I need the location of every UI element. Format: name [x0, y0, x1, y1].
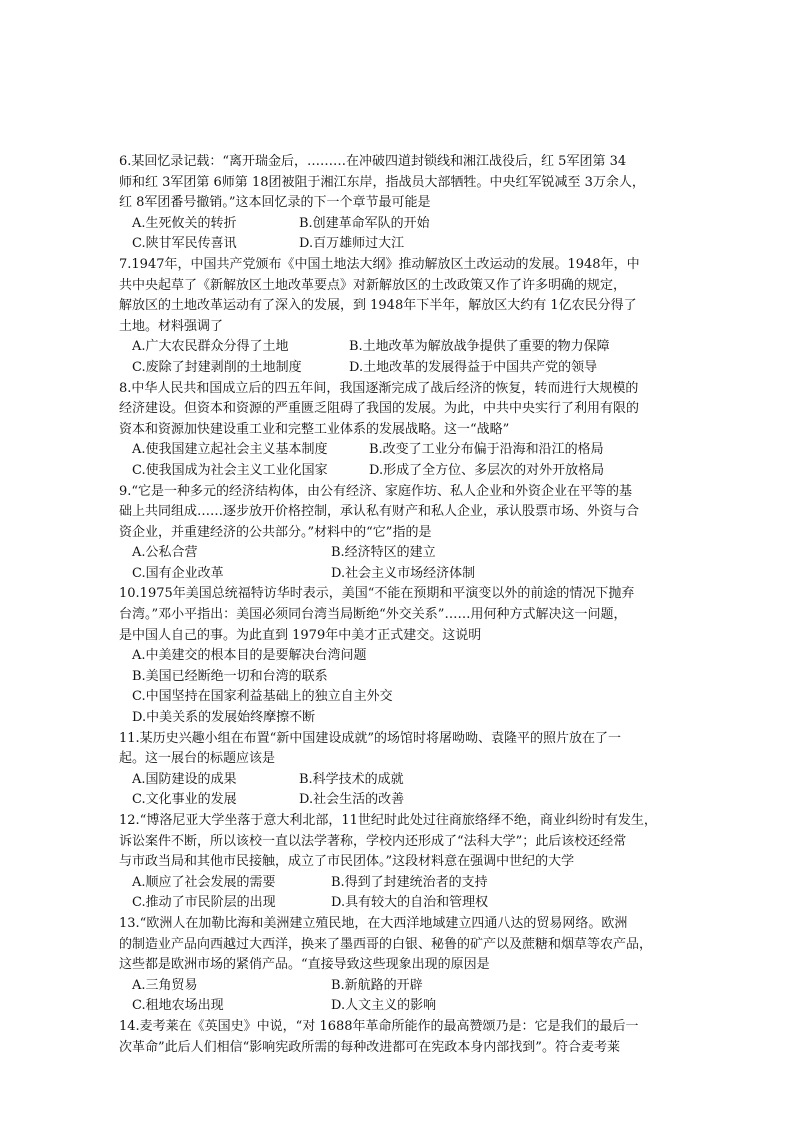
option-c: C.推动了市民阶层的出现	[132, 895, 276, 911]
option-a: A.公私合营	[132, 545, 198, 561]
option-d: D.社会生活的改善	[299, 792, 405, 808]
option-row	[119, 996, 679, 1017]
option-row	[119, 543, 679, 564]
option-c: C.文化事业的发展	[132, 792, 237, 808]
question-text-line: 土地。材料强调了	[119, 318, 224, 334]
question-text-line: 8.中华人民共和国成立后的四五年间，我国逐渐完成了战后经济的恢复，转而进行大规模的	[119, 380, 639, 396]
option-d: D.具有较大的自治和管理权	[331, 895, 489, 911]
question-10	[119, 584, 679, 728]
question-text-line: 次革命”此后人们相信“影响宪政所需的每种改进都可在宪政本身内部找到”。符合麦考莱	[119, 1039, 620, 1055]
option-row	[119, 687, 679, 708]
option-b: B.得到了封建统治者的支持	[331, 874, 488, 890]
question-text-line: 与市政当局和其他市民接触，成立了市民团体。”这段材料意在强调中世纪的大学	[119, 854, 575, 870]
option-row	[119, 337, 679, 358]
question-list	[119, 152, 679, 1058]
option-d: D.人文主义的影响	[331, 998, 437, 1014]
option-row	[119, 646, 679, 667]
option-a: A.广大农民群众分得了土地	[132, 339, 289, 355]
question-text-line: 础上共同组成……逐步放开价格控制，承认私有财产和私人企业，承认股票市场、外资与合	[119, 504, 640, 520]
option-c: C.陕甘军民传喜讯	[132, 236, 237, 252]
option-c: C.废除了封建剥削的土地制度	[132, 359, 302, 375]
option-row	[119, 873, 679, 894]
option-row	[119, 770, 679, 791]
question-text-line: 起。这一展台的标题应该是	[119, 751, 276, 767]
question-text-line: 是中国人自己的事。为此直到 1979年中美才正式建交。这说明	[119, 627, 482, 643]
option-d: D.中美关系的发展始终摩擦不断	[132, 710, 316, 726]
option-row	[119, 214, 679, 235]
option-c: C.中国坚持在国家利益基础上的独立自主外交	[132, 689, 393, 705]
option-row	[119, 440, 679, 461]
option-b: B.新航路的开辟	[331, 977, 423, 993]
option-a: A.中美建交的根本目的是要解决台湾问题	[132, 648, 367, 664]
option-b: B.经济特区的建立	[331, 545, 436, 561]
question-text-line: 经济建设。但资本和资源的严重匮乏阻碍了我国的发展。为此，中共中央实行了利用有限的	[119, 401, 640, 417]
question-text-line: 7.1947年，中国共产党颁布《中国土地法大纲》推动解放区土改运动的发展。1948年，中	[119, 256, 640, 272]
question-9	[119, 482, 679, 585]
option-a: A.生死攸关的转折	[132, 215, 237, 231]
question-11	[119, 729, 679, 811]
question-14	[119, 1017, 679, 1058]
question-text-line: 10.1975年美国总统福特访华时表示，美国“不能在预期和平演变以外的前途的情况下抛弃	[119, 586, 635, 602]
question-12	[119, 811, 679, 914]
option-b: B.土地改革为解放战争提供了重要的物力保障	[349, 339, 610, 355]
question-text-line: 诉讼案件不断，所以该校一直以法学著称，学校内还形成了“法科大学”；此后该校还经常	[119, 833, 627, 849]
option-row	[119, 708, 679, 729]
option-d: D.百万雄师过大江	[299, 236, 405, 252]
option-c: C.租地农场出现	[132, 998, 224, 1014]
option-b: B.美国已经断绝一切和台湾的联系	[132, 668, 328, 684]
option-row	[119, 893, 679, 914]
option-row	[119, 461, 679, 482]
option-row	[119, 790, 679, 811]
option-c: C.国有企业改革	[132, 565, 224, 581]
option-a: A.使我国建立起社会主义基本制度	[132, 442, 328, 458]
question-text-line: 9.“它是一种多元的经济结构体，由公有经济、家庭作坊、私人企业和外资企业在平等的基	[119, 483, 633, 499]
option-b: B.科学技术的成就	[299, 771, 404, 787]
question-text-line: 11.某历史兴趣小组在布置“新中国建设成就”的场馆时将屠呦呦、袁隆平的照片放在了一	[119, 730, 621, 746]
question-text-line: 13.“欧洲人在加勒比海和美洲建立殖民地，在大西洋地域建立四通八达的贸易网络。欧洲	[119, 915, 628, 931]
question-text-line: 红 8军团番号撤销。”这本回忆录的下一个章节最可能是	[119, 195, 431, 211]
option-row	[119, 234, 679, 255]
question-text-line: 12.“博洛尼亚大学坐落于意大利北部，11世纪时此处过往商旅络绎不绝，商业纠纷时有发生，	[119, 813, 657, 828]
question-text-line: 资企业，并重建经济的公共部分。”材料中的“它”指的是	[119, 524, 432, 540]
option-b: B.改变了工业分布偏于沿海和沿江的格局	[369, 442, 604, 458]
question-7	[119, 255, 679, 379]
question-text-line: 台湾。”邓小平指出：美国必须同台湾当局断绝“外交关系”……用何种方式解决这一问题，	[119, 607, 627, 623]
question-text-line: 这些都是欧洲市场的紧俏产品。“直接导致这些现象出现的原因是	[119, 957, 490, 973]
option-row	[119, 976, 679, 997]
option-row	[119, 667, 679, 688]
question-6	[119, 152, 679, 255]
question-text-line: 共中央起草了《新解放区土地改革要点》对新解放区的土改政策又作了许多明确的规定，	[119, 277, 627, 293]
option-a: A.国防建设的成果	[132, 771, 237, 787]
question-text-line: 14.麦考莱在《英国史》中说，“对 1688年革命所能作的最高赞颂乃是：它是我们的最后一	[119, 1018, 639, 1034]
option-d: D.形成了全方位、多层次的对外开放格局	[369, 462, 605, 478]
question-text-line: 资本和资源加快建设重工业和完整工业体系的发展战略。这一“战略”	[119, 421, 510, 437]
question-text-line: 的制造业产品向西越过大西洋，换来了墨西哥的白银、秘鲁的矿产以及蔗糖和烟草等农产品，	[119, 936, 653, 952]
option-d: D.土地改革的发展得益于中国共产党的领导	[349, 359, 598, 375]
question-text-line: 6.某回忆录记载：“离开瑞金后，………在冲破四道封锁线和湘江战役后，红 5军团第 34	[119, 154, 627, 169]
question-text-line: 解放区的土地改革运动有了深入的发展，到 1948年下半年，解放区大约有 1亿农民分得了	[119, 298, 637, 314]
question-8	[119, 379, 679, 482]
option-d: D.社会主义市场经济体制	[331, 565, 476, 581]
option-row	[119, 564, 679, 585]
option-c: C.使我国成为社会主义工业化国家	[132, 462, 328, 478]
option-a: A.顺应了社会发展的需要	[132, 874, 276, 890]
question-text-line: 师和红 3军团第 6师第 18团被阻于湘江东岸，指战员大部牺牲。中央红军锐减至 3万余人，	[119, 174, 645, 190]
option-row	[119, 358, 679, 379]
option-b: B.创建革命军队的开始	[299, 215, 430, 231]
option-a: A.三角贸易	[132, 977, 198, 993]
question-13	[119, 914, 679, 1017]
